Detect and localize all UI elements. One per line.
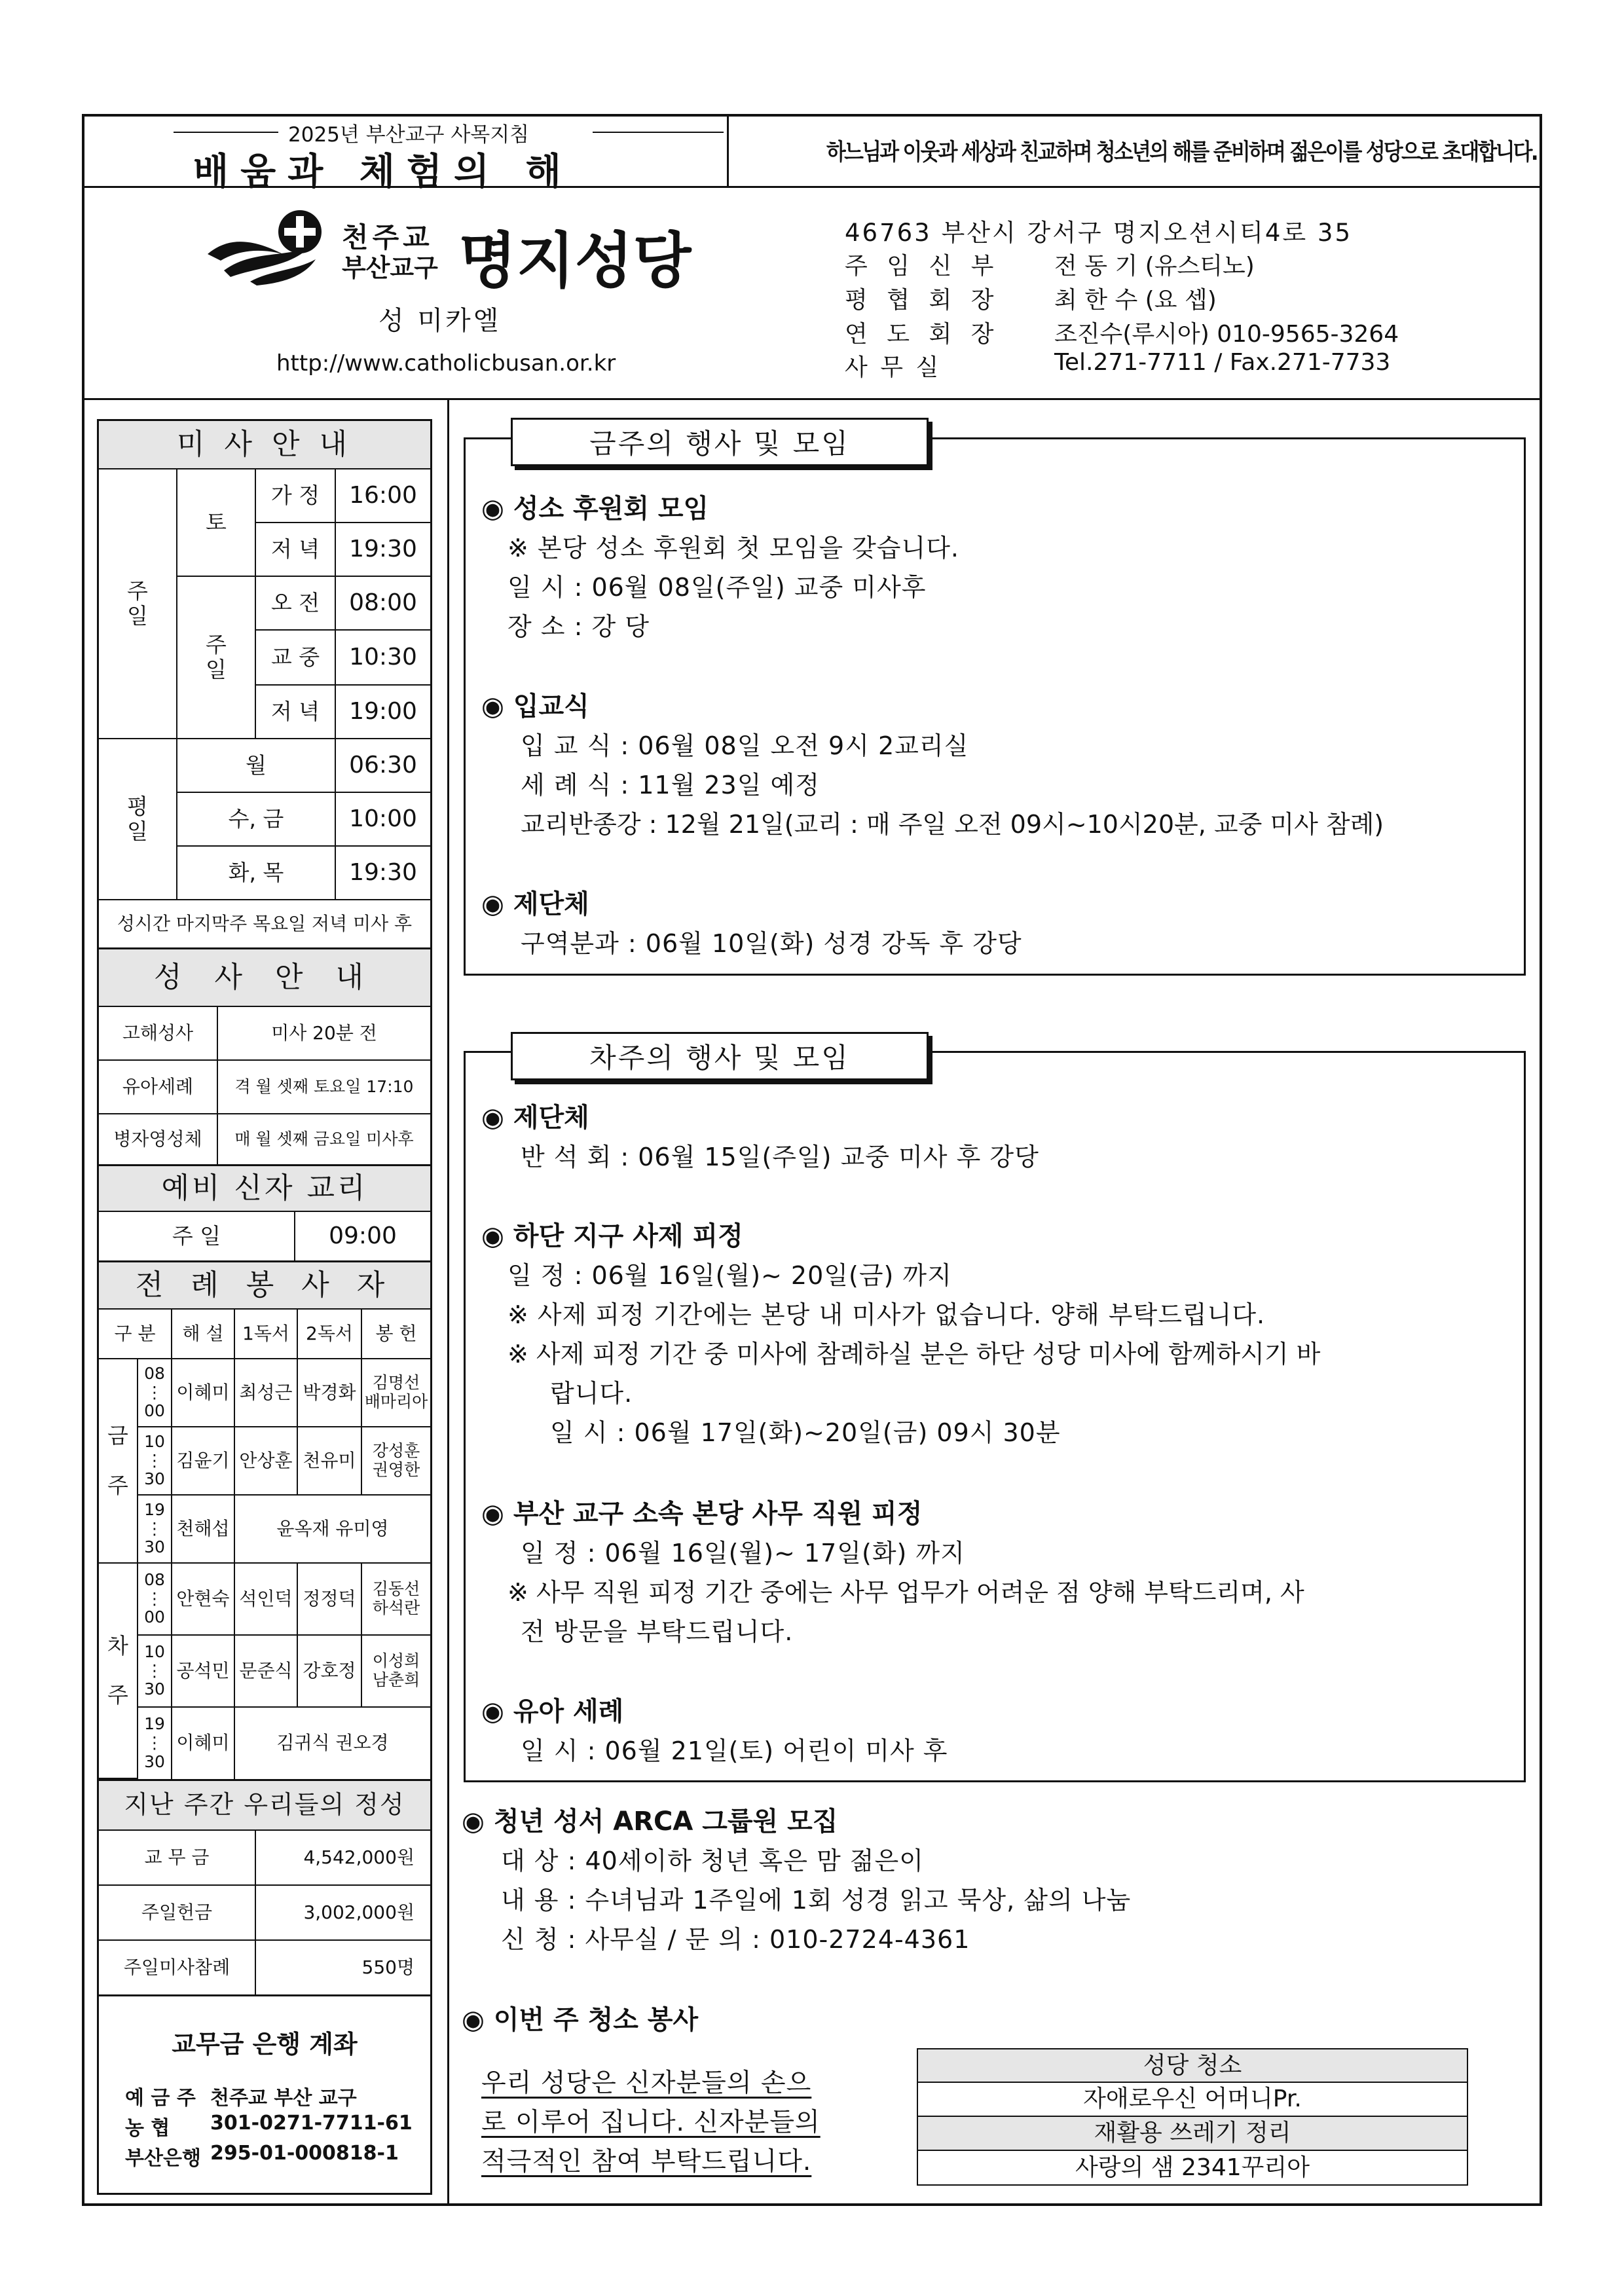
minister: 이혜미 (172, 1708, 235, 1779)
logo-line2: 부산교구 (342, 253, 438, 282)
cleaning-table (917, 2048, 1468, 2186)
time-slot: 10 ⋮ 30 (138, 1636, 172, 1708)
event-line: 세 례 식 : 11월 23일 예정 (521, 771, 820, 799)
parish-logo-icon (204, 208, 329, 287)
motto: 배움과 체험의 해 (193, 151, 573, 193)
liturgy-header-commentator: 해 설 (172, 1310, 235, 1359)
contact-value: 최 한 수 (요 셉) (1054, 287, 1217, 314)
sacrament-value: 매 월 셋째 금요일 미사후 (234, 1129, 414, 1148)
offering-value: 4,542,000원 (256, 1831, 430, 1886)
offering-name-1: 김명선 (372, 1373, 420, 1393)
sunday-label: 주 일 (99, 469, 177, 739)
minister: 이혜미 (172, 1359, 235, 1427)
offering-name-2: 권영한 (372, 1460, 420, 1479)
offering-name-2: 하석란 (372, 1598, 420, 1617)
time-slot: 08 ⋮ 00 (138, 1359, 172, 1427)
offering-name: 주일헌금 (99, 1886, 256, 1941)
offering-value: 3,002,000원 (256, 1886, 430, 1941)
event-line: 전 방문을 부탁드립니다. (521, 1617, 794, 1646)
this-week-label: 금 주 (99, 1359, 138, 1564)
liturgy-header-section: 구 분 (99, 1310, 172, 1359)
minister: 정정덕 (298, 1564, 362, 1636)
address: 46763 부산시 강서구 명지오션시티4로 35 (845, 219, 1353, 247)
minister: 안상훈 (235, 1427, 298, 1496)
event-heading: ◉ 성소 후원회 모임 (481, 494, 709, 524)
contact-role: 주 임 신 부 (845, 253, 1000, 280)
event-heading: ◉ 유아 세례 (481, 1697, 624, 1727)
minister: 공석민 (172, 1636, 235, 1708)
offering-name: 주일미사참례 (99, 1941, 256, 1994)
minister: 천유미 (298, 1427, 362, 1496)
event-line: 장 소 : 강 당 (507, 612, 650, 641)
sunday-sub-label: 주 일 (177, 577, 256, 739)
event-heading: ◉ 하단 지구 사제 피정 (481, 1221, 743, 1251)
minister: 천해섭 (172, 1496, 235, 1564)
sacrament-value: 미사 20분 전 (218, 1007, 430, 1061)
mass-time: 10:00 (336, 793, 430, 847)
minister: 박경화 (298, 1359, 362, 1427)
minister-merged: 윤옥재 유미영 (235, 1496, 430, 1564)
event-line: ※ 사무 직원 피정 기간 중에는 사무 업무가 어려운 점 양해 부탁드리며, 사 (507, 1578, 1304, 1607)
next-week-label: 차 주 (99, 1564, 138, 1779)
info-divider (82, 398, 1542, 400)
minister: 김윤기 (172, 1427, 235, 1496)
minister-merged: 김귀식 권오경 (276, 1732, 389, 1754)
bank-label: 농 협 (125, 2117, 170, 2140)
mass-time: 19:30 (336, 523, 430, 577)
cleaning-row: 사랑의 샘 2341꾸리아 (1075, 2154, 1310, 2181)
sacrament-name: 병자영성체 (99, 1114, 218, 1164)
weekday-label: 평 일 (99, 739, 177, 900)
minister: 문준식 (235, 1636, 298, 1708)
offering-value: 550명 (361, 1956, 415, 1978)
offering-name-1: 이성희 (372, 1651, 420, 1671)
time-slot: 19 ⋮ 30 (138, 1708, 172, 1779)
offering-table (97, 1779, 432, 1996)
year-rule-left (174, 132, 278, 133)
next-week-title: 차주의 행사 및 모임 (511, 1032, 929, 1080)
motto-divider (727, 114, 729, 187)
holy-hour-note: 성시간 마지막주 목요일 저녁 미사 후 (117, 912, 413, 934)
event-line: 일 정 : 06월 16일(월)~ 17일(화) 까지 (521, 1539, 965, 1568)
catechumen-title: 예비 신자 교리 (99, 1166, 430, 1212)
sacrament-title: 성 사 안 내 (99, 949, 430, 1007)
minister: 강호정 (298, 1636, 362, 1708)
time-slot: 19 ⋮ 30 (138, 1496, 172, 1564)
cleaning-note-line: 로 이루어 집니다. 신자분들의 (481, 2108, 821, 2137)
event-line: ※ 본당 성소 후원회 첫 모임을 갖습니다. (507, 534, 960, 562)
youth-heading: ◉ 청년 성서 ARCA 그룹원 모집 (462, 1807, 838, 1837)
logo-line1: 천주교 (342, 221, 434, 253)
liturgy-header-reading2: 2독서 (298, 1310, 362, 1359)
event-heading: ◉ 부산 교구 소속 본당 사무 직원 피정 (481, 1499, 923, 1529)
offering-name: 교 무 금 (99, 1831, 256, 1886)
sacrament-name: 유아세례 (99, 1061, 218, 1114)
bank-label: 부산은행 (125, 2147, 201, 2170)
sacrament-name: 고해성사 (99, 1007, 218, 1061)
bank-title: 교무금 은행 계좌 (172, 2030, 358, 2059)
contact-role: 사 무 실 (845, 354, 942, 381)
cleaning-note-line: 우리 성당은 신자분들의 손으 (481, 2068, 812, 2098)
youth-line: 대 상 : 40세이하 청년 혹은 맘 젊은이 (501, 1846, 924, 1875)
mass-title: 미 사 안 내 (99, 421, 430, 469)
liturgy-header-offering: 봉 헌 (362, 1310, 430, 1359)
sacrament-table (97, 947, 432, 1166)
mass-time: 16:00 (336, 469, 430, 523)
sacrament-value: 격 월 셋째 토요일 17:10 (218, 1061, 430, 1114)
mass-time: 19:00 (336, 686, 430, 739)
minister-offering (362, 1564, 430, 1636)
minister-offering (362, 1427, 430, 1496)
cleaning-heading: ◉ 이번 주 청소 봉사 (462, 2005, 699, 2035)
event-line: 입 교 식 : 06월 08일 오전 9시 2교리실 (521, 731, 969, 760)
mass-name: 오 전 (256, 577, 336, 631)
mass-time: 19:30 (336, 847, 430, 900)
mass-name: 화, 목 (177, 847, 336, 900)
slogan: 하느님과 이웃과 세상과 친교하며 청소년의 해를 준비하며 젊은이를 성당으로 초대합니다. (826, 139, 1537, 166)
liturgy-header-reading1: 1독서 (235, 1310, 298, 1359)
bank-value: 301-0271-7711-61 (210, 2112, 413, 2135)
mass-name: 저 녁 (256, 523, 336, 577)
catechumen-table (97, 1164, 432, 1262)
event-line: 랍니다. (550, 1379, 633, 1408)
contact-value: Tel.271-7711 / Fax.271-7733 (1054, 349, 1391, 376)
youth-line: 내 용 : 수녀님과 1주일에 1회 성경 읽고 묵상, 삶의 나눔 (501, 1886, 1132, 1915)
cleaning-note-line: 적극적인 참여 부탁드립니다. (481, 2147, 812, 2176)
liturgy-title: 전 례 봉 사 자 (99, 1262, 430, 1310)
mass-table (97, 419, 432, 949)
event-line: 반 석 회 : 06월 15일(주일) 교중 미사 후 강당 (521, 1143, 1039, 1171)
this-week-title: 금주의 행사 및 모임 (511, 418, 929, 466)
cleaning-header: 성당 청소 (918, 2049, 1467, 2083)
offering-name-2: 남춘희 (372, 1670, 420, 1689)
patron: 성 미카엘 (378, 306, 502, 336)
event-heading: ◉ 입교식 (481, 691, 589, 722)
catechumen-time: 09:00 (329, 1222, 397, 1250)
cleaning-row: 자애로우신 어머니Pr. (918, 2083, 1467, 2117)
event-line: 교리반종강 : 12월 21일(교리 : 매 주일 오전 09시~10시20분, 교중 미사 참례) (521, 810, 1384, 839)
catechumen-day: 주 일 (99, 1212, 295, 1260)
liturgy-table (97, 1260, 432, 1781)
minister-offering (362, 1359, 430, 1427)
event-line: ※ 사제 피정 기간 중 미사에 참례하실 분은 하단 성당 미사에 함께하시기 바 (507, 1340, 1321, 1368)
cleaning-subheader: 재활용 쓰레기 정리 (918, 2117, 1467, 2151)
event-line: 일 시 : 06월 21일(토) 어린이 미사 후 (521, 1736, 948, 1765)
bank-value: 295-01-000818-1 (210, 2142, 399, 2165)
offering-name-1: 강성훈 (372, 1441, 420, 1461)
year-line: 2025년 부산교구 사목지침 (288, 123, 530, 147)
contact-value: 전 동 기 (유스티노) (1054, 253, 1255, 280)
mass-name: 가 정 (256, 469, 336, 523)
parish-name: 명지성당 (458, 226, 692, 296)
bank-value: 천주교 부산 교구 (210, 2087, 357, 2110)
mass-name: 월 (177, 739, 336, 793)
mass-name: 수, 금 (177, 793, 336, 847)
event-heading: ◉ 제단체 (481, 1103, 589, 1133)
time-slot: 10 ⋮ 30 (138, 1427, 172, 1496)
bank-box (97, 1994, 432, 2195)
mass-name: 교 중 (256, 631, 336, 686)
website-link[interactable]: http://www.catholicbusan.or.kr (276, 350, 616, 376)
mass-time: 06:30 (336, 739, 430, 793)
minister: 안현숙 (172, 1564, 235, 1636)
event-line: 일 정 : 06월 16일(월)~ 20일(금) 까지 (507, 1261, 952, 1290)
minister-offering (362, 1636, 430, 1708)
minister: 석인덕 (235, 1564, 298, 1636)
minister: 최성근 (235, 1359, 298, 1427)
offering-name-1: 김동선 (372, 1579, 420, 1599)
year-rule-right (593, 132, 724, 133)
offering-title: 지난 주간 우리들의 정성 (99, 1781, 430, 1831)
column-divider (447, 398, 449, 2205)
event-line: 일 시 : 06월 08일(주일) 교중 미사후 (507, 573, 927, 602)
event-heading: ◉ 제단체 (481, 889, 589, 919)
event-line: ※ 사제 피정 기간에는 본당 내 미사가 없습니다. 양해 부탁드립니다. (507, 1300, 1266, 1329)
youth-line: 신 청 : 사무실 / 문 의 : 010-2724-4361 (501, 1925, 970, 1954)
contact-value: 조진수(루시아) 010-9565-3264 (1054, 321, 1399, 348)
offering-name-2: 배마리아 (364, 1392, 428, 1411)
mass-time: 10:30 (336, 631, 430, 686)
event-line: 구역분과 : 06월 10일(화) 성경 강독 후 강당 (521, 929, 1022, 958)
bank-label: 예 금 주 (125, 2087, 196, 2110)
event-line: 일 시 : 06월 17일(화)~20일(금) 09시 30분 (550, 1418, 1061, 1447)
contact-role: 평 협 회 장 (845, 287, 1000, 314)
contact-role: 연 도 회 장 (845, 321, 1000, 348)
mass-name: 저 녁 (256, 686, 336, 739)
time-slot: 08 ⋮ 00 (138, 1564, 172, 1636)
mass-time: 08:00 (336, 577, 430, 631)
saturday-label: 토 (177, 469, 256, 577)
